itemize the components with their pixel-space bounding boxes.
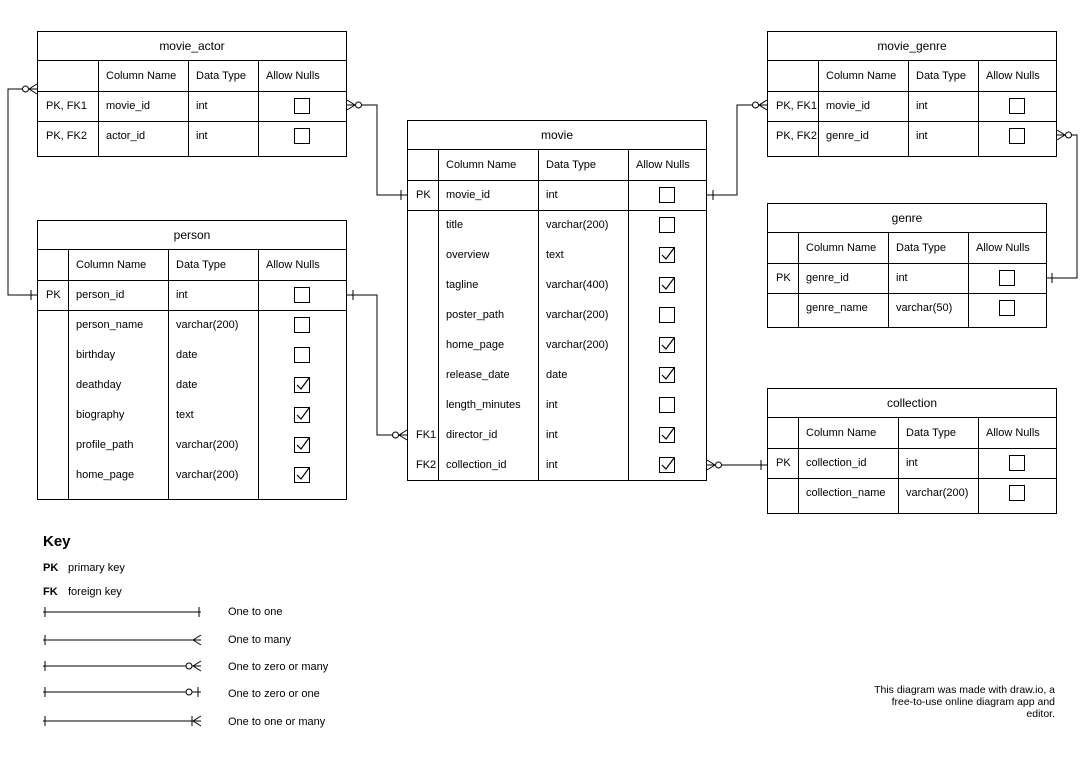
header-allow-nulls: Allow Nulls — [266, 70, 320, 82]
row-column-name: genre_id — [826, 130, 869, 142]
row-data-type: date — [546, 369, 568, 381]
header-column-name: Column Name — [806, 427, 877, 439]
row-column-name: director_id — [446, 429, 498, 441]
row-column-name: biography — [76, 409, 125, 421]
row-column-name: genre_name — [806, 302, 868, 314]
row-key: PK — [46, 289, 61, 301]
row-column-name: birthday — [76, 349, 116, 361]
edge-collection-movie — [707, 460, 767, 470]
row-data-type: int — [546, 189, 558, 201]
row-key: PK — [416, 189, 431, 201]
row-key: PK — [776, 457, 791, 469]
row-data-type: varchar(50) — [896, 302, 953, 314]
row-data-type: int — [196, 100, 208, 112]
key-line-one-to-one-or-many — [43, 716, 201, 726]
key-label-one-to-zero-or-many: One to zero or many — [228, 661, 329, 673]
row-key: PK — [776, 272, 791, 284]
row-key: PK, FK2 — [46, 130, 87, 142]
row-data-type: int — [196, 130, 208, 142]
header-data-type: Data Type — [196, 70, 246, 82]
row-column-name: overview — [446, 249, 490, 261]
edge-genre-movie-genre — [1047, 130, 1077, 283]
row-data-type: int — [546, 459, 558, 471]
header-data-type: Data Type — [906, 427, 956, 439]
header-data-type: Data Type — [176, 259, 226, 271]
header-allow-nulls: Allow Nulls — [986, 427, 1040, 439]
row-key: FK1 — [416, 429, 437, 441]
header-column-name: Column Name — [806, 242, 877, 254]
row-column-name: length_minutes — [446, 399, 521, 411]
header-allow-nulls: Allow Nulls — [986, 70, 1040, 82]
edge-person-movie-actor — [8, 84, 37, 300]
key-label-one-to-one: One to one — [228, 606, 283, 618]
header-data-type: Data Type — [896, 242, 946, 254]
row-data-type: varchar(200) — [176, 439, 239, 451]
row-data-type: int — [176, 289, 188, 301]
row-data-type: int — [896, 272, 908, 284]
key-line-one-to-zero-or-one — [43, 687, 201, 697]
table-title: movie — [407, 120, 707, 150]
header-allow-nulls: Allow Nulls — [636, 159, 690, 171]
row-data-type: int — [916, 100, 928, 112]
key-title: Key — [43, 533, 71, 550]
edge-person-movie-director — [347, 290, 407, 440]
key-line-one-to-many — [43, 635, 201, 645]
key-label-one-to-one-or-many: One to one or many — [228, 716, 326, 728]
header-column-name: Column Name — [106, 70, 177, 82]
table-title: movie_genre — [767, 31, 1057, 61]
row-column-name: deathday — [76, 379, 122, 391]
key-meaning-pk: primary key — [68, 562, 125, 574]
row-data-type: varchar(400) — [546, 279, 609, 291]
header-allow-nulls: Allow Nulls — [266, 259, 320, 271]
row-key: PK, FK1 — [46, 100, 87, 112]
row-data-type: date — [176, 379, 198, 391]
row-column-name: movie_id — [106, 100, 151, 112]
key-meaning-fk: foreign key — [68, 586, 122, 598]
row-column-name: title — [446, 219, 464, 231]
row-data-type: int — [546, 399, 558, 411]
row-data-type: varchar(200) — [906, 487, 969, 499]
row-column-name: poster_path — [446, 309, 505, 321]
header-allow-nulls: Allow Nulls — [976, 242, 1030, 254]
header-column-name: Column Name — [76, 259, 147, 271]
row-column-name: home_page — [76, 469, 135, 481]
key-line-one-to-one — [43, 607, 201, 617]
edge-movie-movie-genre — [707, 100, 767, 200]
row-column-name: home_page — [446, 339, 505, 351]
header-column-name: Column Name — [826, 70, 897, 82]
row-column-name: movie_id — [446, 189, 491, 201]
key-label-one-to-zero-or-one: One to zero or one — [228, 688, 320, 700]
row-column-name: actor_id — [106, 130, 146, 142]
row-data-type: date — [176, 349, 198, 361]
row-key: PK, FK2 — [776, 130, 817, 142]
row-column-name: tagline — [446, 279, 479, 291]
row-column-name: movie_id — [826, 100, 871, 112]
footer-note: This diagram was made with draw.io, a free-to-use online diagram app and editor. — [874, 684, 1055, 720]
row-column-name: collection_id — [446, 459, 507, 471]
table-title: movie_actor — [37, 31, 347, 61]
row-key: PK, FK1 — [776, 100, 817, 112]
row-column-name: genre_id — [806, 272, 849, 284]
header-data-type: Data Type — [546, 159, 596, 171]
table-title: genre — [767, 203, 1047, 233]
row-column-name: person_id — [76, 289, 125, 301]
row-data-type: varchar(200) — [546, 309, 609, 321]
row-column-name: person_name — [76, 319, 144, 331]
header-data-type: Data Type — [916, 70, 966, 82]
key-abbr-pk: PK — [43, 562, 59, 574]
key-label-one-to-many: One to many — [228, 634, 291, 646]
table-title: person — [37, 220, 347, 250]
table-title: collection — [767, 388, 1057, 418]
row-data-type: text — [176, 409, 194, 421]
row-data-type: text — [546, 249, 564, 261]
row-data-type: int — [916, 130, 928, 142]
row-data-type: varchar(200) — [546, 339, 609, 351]
row-column-name: profile_path — [76, 439, 134, 451]
row-column-name: collection_id — [806, 457, 867, 469]
header-column-name: Column Name — [446, 159, 517, 171]
row-column-name: collection_name — [806, 487, 886, 499]
edge-movie-actor-movie — [347, 100, 407, 200]
row-data-type: int — [906, 457, 918, 469]
row-data-type: int — [546, 429, 558, 441]
row-data-type: varchar(200) — [546, 219, 609, 231]
key-abbr-fk: FK — [43, 586, 58, 598]
row-data-type: varchar(200) — [176, 319, 239, 331]
row-key: FK2 — [416, 459, 437, 471]
key-line-one-to-zero-or-many — [43, 661, 201, 671]
row-data-type: varchar(200) — [176, 469, 239, 481]
row-column-name: release_date — [446, 369, 510, 381]
